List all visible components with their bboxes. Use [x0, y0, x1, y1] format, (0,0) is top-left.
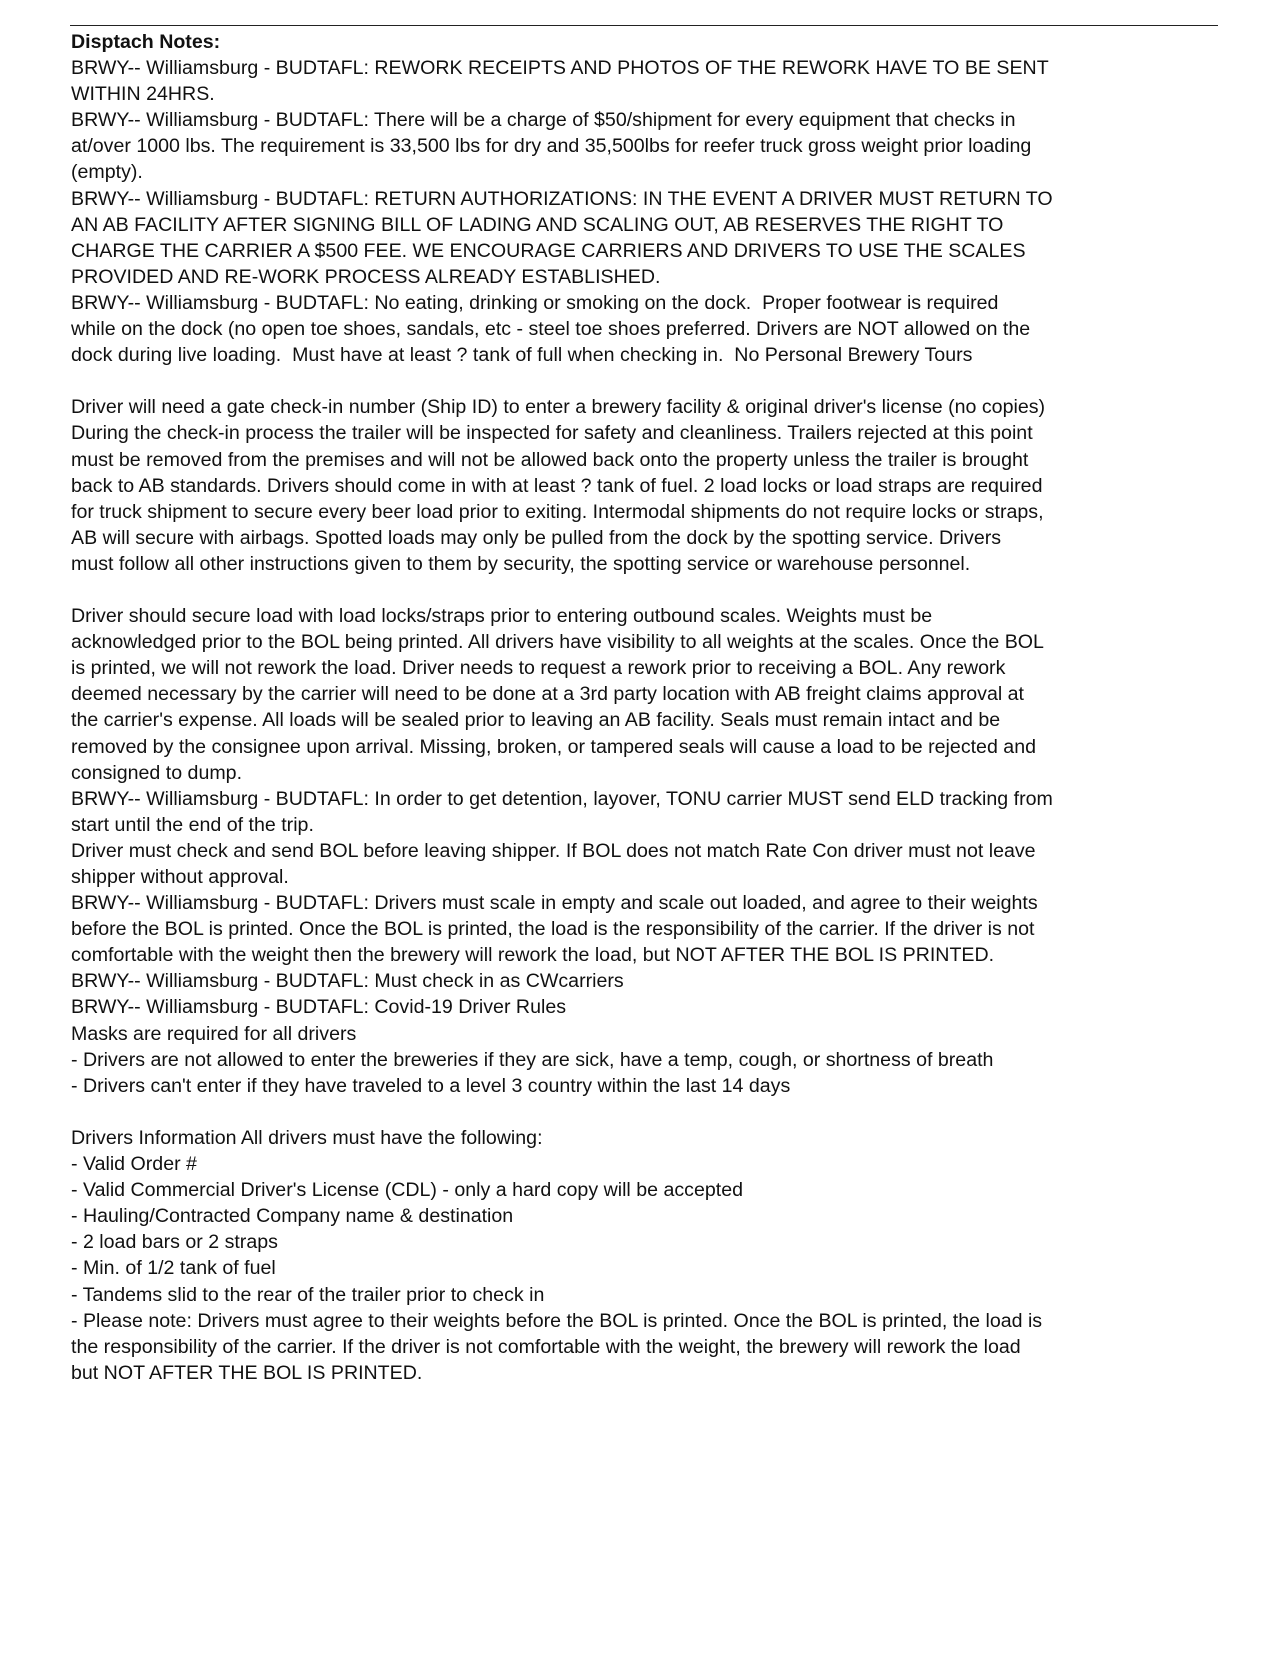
note-line: AN AB FACILITY AFTER SIGNING BILL OF LADING AND SCALING OUT, AB RESERVES THE RIGHT TO [71, 213, 1004, 236]
note-line: BRWY-- Williamsburg - BUDTAFL: No eating, drinking or smoking on the dock. Proper footwear is required [71, 291, 999, 314]
note-line: Driver must check and send BOL before leaving shipper. If BOL does not match Rate Con driver must not leave [71, 839, 1036, 862]
note-line: PROVIDED AND RE-WORK PROCESS ALREADY ESTABLISHED. [71, 265, 661, 288]
note-line: shipper without approval. [71, 866, 289, 888]
note-line: comfortable with the weight then the brewery will rework the load, but NOT AFTER THE BOL IS PRINTED. [71, 944, 995, 967]
dispatch-notes-heading: Disptach Notes: [71, 31, 221, 53]
note-line: - Valid Commercial Driver's License (CDL) - only a hard copy will be accepted [71, 1179, 743, 1202]
blank-line [71, 1099, 1231, 1125]
note-line: BRWY-- Williamsburg - BUDTAFL: Drivers must scale in empty and scale out loaded, and agree to their weights [71, 892, 1038, 915]
note-line: - Drivers can't enter if they have traveled to a level 3 country within the last 14 days [71, 1074, 791, 1097]
note-line: is printed, we will not rework the load. Driver needs to request a rework prior to receiving a BOL. Any rework [71, 657, 1006, 680]
note-line: must be removed from the premises and will not be allowed back onto the property unless the trailer is brought [71, 448, 1029, 471]
note-line: WITHIN 24HRS. [71, 83, 215, 106]
note-line: AB will secure with airbags. Spotted loads may only be pulled from the dock by the spotting service. Drivers [71, 526, 1002, 549]
note-line: BRWY-- Williamsburg - BUDTAFL: Covid-19 Driver Rules [71, 996, 567, 1019]
note-line: Driver should secure load with load locks/straps prior to entering outbound scales. Weights must be [71, 605, 933, 628]
note-line: - Please note: Drivers must agree to their weights before the BOL is printed. Once the BOL is printed, the load is [71, 1309, 1043, 1332]
note-line: consigned to dump. [71, 761, 243, 784]
dispatch-notes-body [71, 55, 1231, 1386]
note-line: - Hauling/Contracted Company name & destination [71, 1205, 514, 1228]
top-divider-rule [70, 25, 1218, 26]
note-line: (empty). [71, 161, 143, 184]
note-line: Masks are required for all drivers [71, 1022, 357, 1045]
note-line: removed by the consignee upon arrival. Missing, broken, or tampered seals will cause a load to be rejected and [71, 735, 1036, 758]
note-line: BRWY-- Williamsburg - BUDTAFL: There will be a charge of $50/shipment for every equipment that checks in [71, 109, 1016, 132]
note-line: dock during live loading. Must have at least ? tank of full when checking in. No Personal Brewery Tours [71, 344, 973, 367]
note-line: the carrier's expense. All loads will be sealed prior to leaving an AB facility. Seals must remain intact and be [71, 709, 1001, 732]
note-line: for truck shipment to secure every beer load prior to exiting. Intermodal shipments do not require locks or straps, [71, 500, 1044, 523]
note-line: the responsibility of the carrier. If the driver is not comfortable with the weight, the brewery will rework the load [71, 1335, 1021, 1358]
note-line: deemed necessary by the carrier will need to be done at a 3rd party location with AB freight claims approval at [71, 683, 1024, 706]
note-line: BRWY-- Williamsburg - BUDTAFL: REWORK RECEIPTS AND PHOTOS OF THE REWORK HAVE TO BE SENT [71, 57, 1049, 80]
note-line: During the check-in process the trailer will be inspected for safety and cleanliness. Trailers rejected at this point [71, 422, 1033, 445]
note-line: Driver will need a gate check-in number (Ship ID) to enter a brewery facility & original driver's license (no copies) [71, 396, 1046, 419]
dispatch-notes-document [71, 29, 1231, 1386]
note-line: Drivers Information All drivers must have the following: [71, 1126, 543, 1149]
note-line: - Tandems slid to the rear of the trailer prior to check in [71, 1283, 545, 1306]
note-line: start until the end of the trip. [71, 813, 314, 836]
note-line: back to AB standards. Drivers should come in with at least ? tank of fuel. 2 load locks or load straps are required [71, 474, 1043, 497]
note-line: but NOT AFTER THE BOL IS PRINTED. [71, 1361, 423, 1384]
note-line: - Drivers are not allowed to enter the breweries if they are sick, have a temp, cough, or shortness of breath [71, 1048, 994, 1071]
note-line: before the BOL is printed. Once the BOL is printed, the load is the responsibility of the carrier. If the driver is not [71, 918, 1035, 941]
note-line: - 2 load bars or 2 straps [71, 1231, 278, 1254]
note-line: - Min. of 1/2 tank of fuel [71, 1257, 276, 1280]
note-line: BRWY-- Williamsburg - BUDTAFL: RETURN AUTHORIZATIONS: IN THE EVENT A DRIVER MUST RETURN TO [71, 187, 1053, 210]
note-line: CHARGE THE CARRIER A $500 FEE. WE ENCOURAGE CARRIERS AND DRIVERS TO USE THE SCALES [71, 239, 1026, 262]
note-line: acknowledged prior to the BOL being printed. All drivers have visibility to all weights at the scales. Once the BOL [71, 631, 1044, 654]
blank-line [71, 577, 1231, 603]
note-line: at/over 1000 lbs. The requirement is 33,500 lbs for dry and 35,500lbs for reefer truck gross weight prior loading [71, 135, 1032, 158]
blank-line [71, 368, 1231, 394]
note-line: while on the dock (no open toe shoes, sandals, etc - steel toe shoes preferred. Drivers are NOT allowed on the [71, 318, 1031, 341]
note-line: BRWY-- Williamsburg - BUDTAFL: Must check in as CWcarriers [71, 970, 624, 993]
note-line: - Valid Order # [71, 1153, 197, 1176]
note-line: BRWY-- Williamsburg - BUDTAFL: In order to get detention, layover, TONU carrier MUST send ELD tracking from [71, 787, 1053, 810]
note-line: must follow all other instructions given to them by security, the spotting service or warehouse personnel. [71, 552, 971, 575]
